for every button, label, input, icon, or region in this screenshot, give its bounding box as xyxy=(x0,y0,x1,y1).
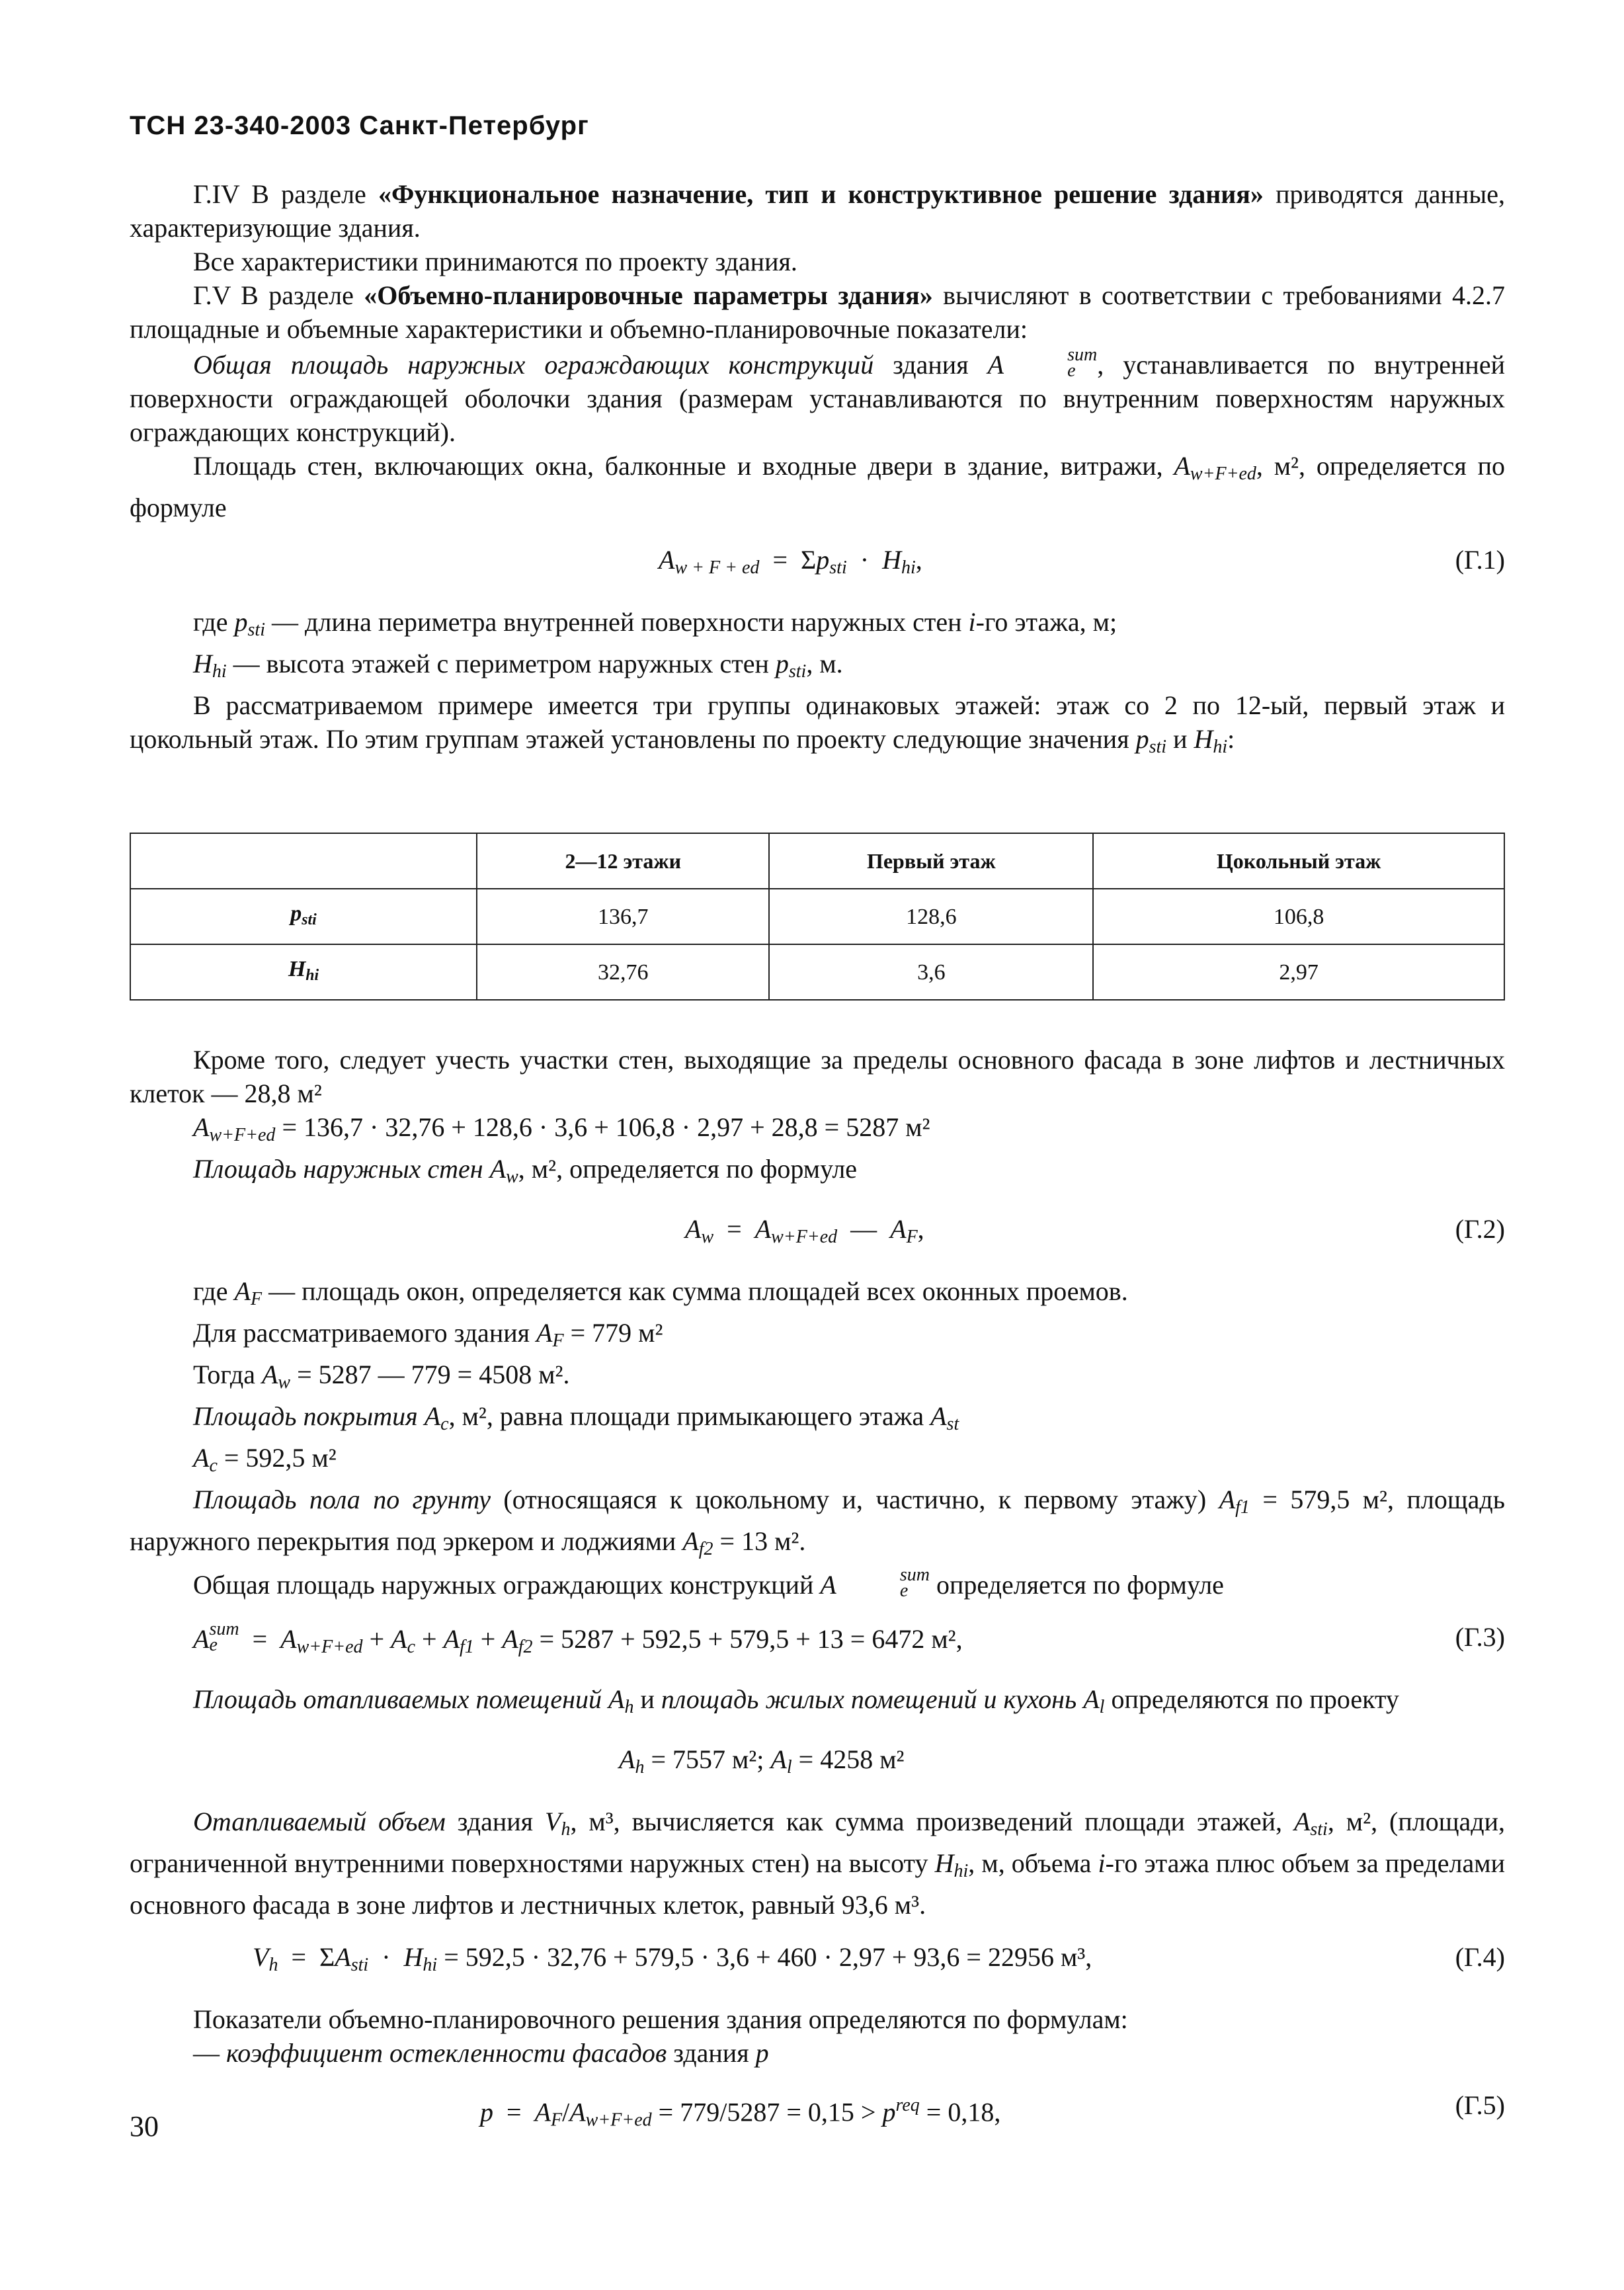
table-cell: 128,6 xyxy=(769,889,1093,944)
equation-g2: $A_w = A_{w+F+ed}$ — $A_F$, (Г.2) xyxy=(130,1212,1505,1254)
equation-number: (Г.4) xyxy=(1455,1942,1505,1972)
equation-number: (Г.3) xyxy=(1455,1622,1505,1652)
equation-number: (Г.5) xyxy=(1455,2090,1505,2120)
table-cell: 32,76 xyxy=(477,944,769,1000)
paragraph-floor-area: Площадь пола по грунту (относящаяся к цокольному и, частично, к первому этажу) $A_{f1} = 579,5$ м², площадь наружного перекрытия под эркером и лоджиями $A_{f2} = 13$ м². xyxy=(130,1485,1505,1559)
page-number: 30 xyxy=(130,2110,159,2143)
table-header-cell xyxy=(130,833,477,889)
equation-g1: $A_{w + F + ed} = \Sigma p_{sti} \cdot H_{hi}$, (Г.1) xyxy=(130,543,1505,585)
paragraph-additional-walls: Кроме того, следует учесть участки стен, выходящие за пределы основного фасада в зоне лифтов и лестничных клеток — 28,8 м² xyxy=(130,1045,1505,1108)
table-row xyxy=(130,944,1504,1000)
paragraph-all-characteristics: Все характеристики принимаются по проекту здания. xyxy=(193,247,797,276)
glazing-coefficient-label: — коэффициент остекленности фасадов здания p xyxy=(193,2038,769,2068)
paragraph-example: В рассматриваемом примере имеется три группы одинаковых этажей: этаж со 2 по 12-ый, первый этаж и цокольный этаж. По этим группам этажей установлены по проекту следующие значения $p_{sti}$ и $H_{hi}$: xyxy=(130,690,1505,757)
table-header-cell: Цокольный этаж xyxy=(1093,833,1504,889)
outer-wall-area-value: Тогда $A_w = 5287$ — 779 = 4508 м². xyxy=(193,1360,570,1393)
equation-number: (Г.1) xyxy=(1455,545,1505,575)
equation-number: (Г.2) xyxy=(1455,1214,1505,1244)
table-header-row xyxy=(130,833,1504,889)
row-label-h-hi: $H_{hi}$ xyxy=(130,944,477,1000)
table-cell: 3,6 xyxy=(769,944,1093,1000)
row-label-p-sti: $p_{sti}$ xyxy=(130,889,477,944)
equation-g5: $p = A_F/A_{w+F+ed} = 779/5287 = 0,15 > p^{req} = 0,18$, (Г.5) xyxy=(130,2088,1505,2131)
window-area-value: Для рассматриваемого здания $A_F = 779$ м² xyxy=(193,1318,663,1351)
table-cell: 2,97 xyxy=(1093,944,1504,1000)
where-h-hi: $H_{hi}$ — высота этажей с периметром наружных стен $p_{sti}$, м. xyxy=(193,649,843,682)
where-a-f: где $A_F$ — площадь окон, определяется как сумма площадей всех оконных проемов. xyxy=(193,1276,1128,1309)
paragraph-roof-area: Площадь покрытия $A_c$, м², равна площади примыкающего этажа $A_{st}$ xyxy=(193,1401,959,1434)
document-header: ТСН 23-340-2003 Санкт-Петербург xyxy=(130,111,589,140)
table-row xyxy=(130,889,1504,944)
paragraph-total-area-formula: Общая площадь наружных ограждающих конструкций A sum e определяется по формуле xyxy=(193,1565,1224,1601)
paragraph-indicators: Показатели объемно-планировочного решения здания определяются по формулам: xyxy=(193,2004,1128,2034)
equation-heated-areas: $A_h = 7557$ м²; $A_l = 4258$ м² xyxy=(619,1744,905,1778)
document-body xyxy=(130,177,1505,2150)
paragraph-total-area: Общая площадь наружных ограждающих конструкций здания A sum e , устанавливается по внутренней поверхности ограждающей оболочки здания (размерам устанавливаются по внутренним поверхностям наружных ограждающих конструкций). xyxy=(130,345,1506,447)
equation-g3: A sum e = $A_{w+F+ed} + A_c + A_{f1} + A_{f2} = 5287 + 592,5 + 579,5 + 13 = 6472$ м², (Г.3) xyxy=(193,1619,1505,1657)
calc-wall-area: $A_{w+F+ed} = 136,7 \cdot 32,76 + 128,6 \cdot 3,6 + 106,8 \cdot 2,97 + 28,8 = 5287$ м² xyxy=(193,1112,930,1145)
table-cell: 106,8 xyxy=(1093,889,1504,944)
where-p-sti: где $p_{sti}$ — длина периметра внутренней поверхности наружных стен i-го этажа, м; xyxy=(193,607,1117,640)
paragraph-heated-volume: Отапливаемый объем здания $V_h$, м³, вычисляется как сумма произведений площади этажей, $A_{sti}$, м², (площади, ограниченной внутренними поверхностями наружных стен) на высоту $H_{hi}$, м, объема i-го этажа плюс объем за пределами основного фасада в зоне лифтов и лестничных клеток, равный 93,6 м³. xyxy=(130,1807,1506,1920)
table-header-cell: 2—12 этажи xyxy=(477,833,769,889)
paragraph-wall-area: Площадь стен, включающих окна, балконные и входные двери в здание, витражи, $A_{w+F+ed}$, м², определяется по формуле xyxy=(130,451,1505,522)
paragraph-heated-areas: Площадь отапливаемых помещений $A_h$ и площадь жилых помещений и кухонь $A_l$ определяются по проекту xyxy=(193,1684,1399,1717)
floor-parameters-table xyxy=(130,833,1505,1001)
paragraph-outer-walls: Площадь наружных стен $A_w$, м², определяется по формуле xyxy=(193,1154,858,1187)
equation-g4: $V_h = \Sigma A_{sti} \cdot H_{hi} = 592,5 \cdot 32,76 + 579,5 \cdot 3,6 + 460 \cdot 2,97 + 93,6 = 22956$ м³, (Г.4) xyxy=(130,1940,1505,1983)
table-cell: 136,7 xyxy=(477,889,769,944)
roof-area-value: $A_c = 592,5$ м² xyxy=(193,1443,337,1476)
paragraph-section-iv: Г.IV В разделе «Функциональное назначение, тип и конструктивное решение здания» приводятся данные, характеризующие здания. xyxy=(130,179,1505,243)
paragraph-section-v: Г.V В разделе «Объемно-планировочные параметры здания» вычисляют в соответствии с требованиями 4.2.7 площадные и объемные характеристики и объемно-планировочные показатели: xyxy=(130,280,1505,344)
table-header-cell: Первый этаж xyxy=(769,833,1093,889)
